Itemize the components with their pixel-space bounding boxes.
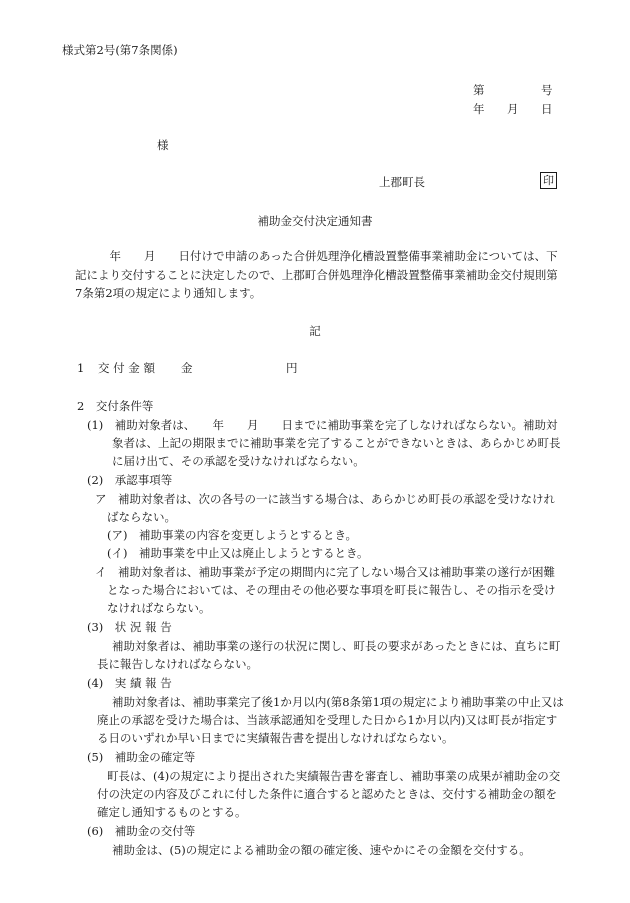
date-month: 月 xyxy=(507,102,519,116)
section1-kin: 金 xyxy=(181,361,193,375)
doc-number-dai: 第 xyxy=(473,83,485,97)
cond-line: (イ) 補助事業を中止又は廃止しようとするとき。 xyxy=(107,546,369,560)
cond-line: ア 補助対象者は、次の各号の一に該当する場合は、あらかじめ町長の承認を受けなけれ xyxy=(95,492,555,506)
sender-name: 上郡町長 xyxy=(379,175,425,189)
intro-line-2: 記により交付することに決定したので、上郡町合併処理浄化槽設置整備事業補助金交付規則第 xyxy=(75,268,558,282)
cond-line: 廃止の承認を受けた場合は、当該承認通知を受理した日から1か月以内)又は町長が指定す xyxy=(97,713,558,727)
cond-line: に届け出て、その承認を受けなければならない。 xyxy=(112,454,365,468)
ki-heading: 記 xyxy=(309,324,321,338)
document-title: 補助金交付決定通知書 xyxy=(257,214,373,228)
cond-line: (2) 承認事項等 xyxy=(87,473,173,487)
date-day: 日 xyxy=(541,102,553,116)
cond-line: 象者は、上記の期限までに補助事業を完了することができないときは、あらかじめ町長 xyxy=(112,436,561,450)
cond-line: る日のいずれか早い日までに実績報告書を提出しなければならない。 xyxy=(97,731,454,745)
seal-mark: 印 xyxy=(540,172,557,189)
cond-line: イ 補助対象者は、補助事業が予定の期間内に完了しない場合又は補助事業の遂行が困難 xyxy=(95,565,555,579)
intro-line-3: 7条第2項の規定により通知します。 xyxy=(75,286,262,300)
cond-line: 補助対象者は、補助事業の遂行の状況に関し、町長の要求があったときには、直ちに町 xyxy=(112,639,561,653)
cond-line: 長に報告しなければならない。 xyxy=(97,657,258,671)
cond-line: 付の決定の内容及びこれに付した条件に適合すると認めたときは、交付する補助金の額を xyxy=(97,787,557,801)
cond-line: ばならない。 xyxy=(107,510,176,524)
cond-line: 補助対象者は、補助事業完了後1か月以内(第8条第1項の規定により補助事業の中止又は xyxy=(112,695,564,709)
cond-line: (5) 補助金の確定等 xyxy=(87,750,196,764)
cond-line: (6) 補助金の交付等 xyxy=(87,824,196,838)
cond-line: 町長は、(4)の規定により提出された実績報告書を審査し、補助事業の成果が補助金の交 xyxy=(107,769,561,783)
cond-line: 確定し通知するものとする。 xyxy=(97,805,247,819)
form-id: 様式第2号(第7条関係) xyxy=(62,43,178,57)
cond-line: (1) 補助対象者は、 年 月 日までに補助事業を完了しなければならない。補助対 xyxy=(87,418,558,432)
cond-line: なければならない。 xyxy=(107,601,211,615)
recipient-suffix: 様 xyxy=(157,138,169,152)
section1-label: 交 付 金 額 xyxy=(98,361,155,375)
intro-line-1: 年 月 日付けで申請のあった合併処理浄化槽設置整備事業補助金については、下 xyxy=(75,249,558,263)
cond-line: 補助金は、(5)の規定による補助金の額の確定後、速やかにその金額を交付する。 xyxy=(112,843,531,857)
section1-en: 円 xyxy=(286,361,298,375)
date-year: 年 xyxy=(473,102,485,116)
cond-line: (4) 実 績 報 告 xyxy=(87,676,172,690)
section2-header: 2 交付条件等 xyxy=(77,399,154,413)
cond-line: (ア) 補助事業の内容を変更しようとするとき。 xyxy=(107,528,358,542)
cond-line: (3) 状 況 報 告 xyxy=(87,620,172,634)
doc-number-go: 号 xyxy=(541,83,553,97)
section1-num: 1 xyxy=(77,361,85,375)
cond-line: となった場合においては、その理由その他必要な事項を町長に報告し、その指示を受け xyxy=(107,583,556,597)
